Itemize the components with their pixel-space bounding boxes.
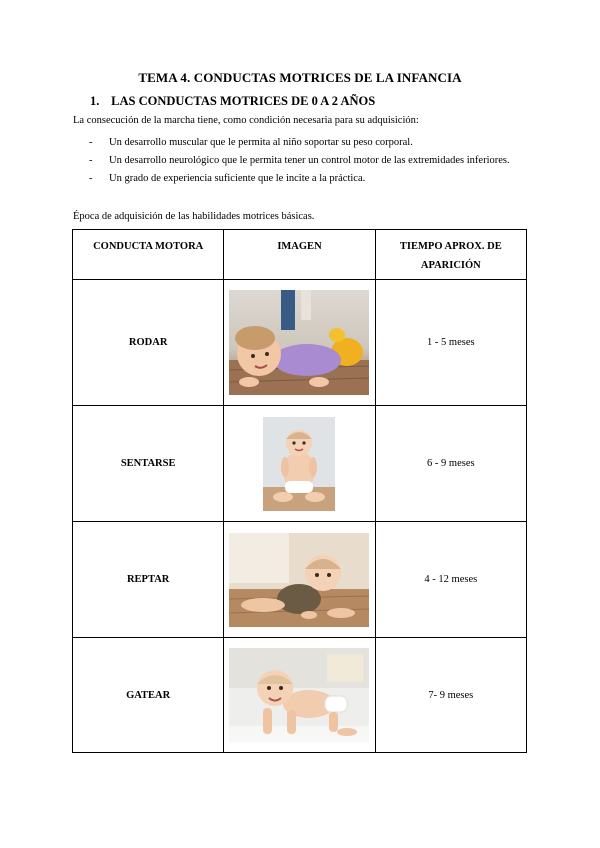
conduct-cell: SENTARSE bbox=[73, 406, 224, 522]
time-cell: 4 - 12 meses bbox=[375, 522, 526, 638]
baby-rolling-photo bbox=[229, 290, 369, 395]
motor-conducts-table bbox=[72, 229, 527, 753]
dash-bullet: - bbox=[89, 137, 93, 148]
table-caption: Época de adquisición de las habilidades motrices básicas. bbox=[73, 211, 315, 222]
conduct-cell: GATEAR bbox=[73, 638, 224, 753]
table-row bbox=[73, 638, 527, 753]
section-label: LAS CONDUCTAS MOTRICES DE 0 A 2 AÑOS bbox=[111, 94, 376, 108]
requirements-list bbox=[73, 134, 529, 188]
conduct-cell: REPTAR bbox=[73, 522, 224, 638]
section-heading bbox=[90, 94, 375, 109]
header-time: TIEMPO APROX. DE APARICIÓN bbox=[375, 230, 526, 280]
header-image: IMAGEN bbox=[224, 230, 375, 280]
list-item: - Un grado de experiencia suficiente que le incite a la práctica. bbox=[73, 170, 529, 188]
list-item: - Un desarrollo neurológico que le permita tener un control motor de las extremidades inferiores. bbox=[73, 152, 529, 170]
image-cell bbox=[224, 280, 375, 406]
list-item: - Un desarrollo muscular que le permita al niño soportar su peso corporal. bbox=[73, 134, 529, 152]
time-cell: 1 - 5 meses bbox=[375, 280, 526, 406]
table-row bbox=[73, 522, 527, 638]
baby-sitting-photo bbox=[263, 417, 335, 511]
image-cell bbox=[224, 522, 375, 638]
conduct-cell: RODAR bbox=[73, 280, 224, 406]
intro-paragraph: La consecución de la marcha tiene, como condición necesaria para su adquisición: bbox=[73, 115, 419, 126]
table-header-row bbox=[73, 230, 527, 280]
table-row bbox=[73, 280, 527, 406]
section-number: 1. bbox=[90, 94, 100, 108]
baby-crawling-hands-knees-photo bbox=[229, 648, 369, 742]
time-cell: 7- 9 meses bbox=[375, 638, 526, 753]
table-row bbox=[73, 406, 527, 522]
image-cell bbox=[224, 406, 375, 522]
document-title: TEMA 4. CONDUCTAS MOTRICES DE LA INFANCIA bbox=[138, 70, 462, 85]
dash-bullet: - bbox=[89, 155, 93, 166]
time-cell: 6 - 9 meses bbox=[375, 406, 526, 522]
dash-bullet: - bbox=[89, 173, 93, 184]
header-conduct: CONDUCTA MOTORA bbox=[73, 230, 224, 280]
image-cell bbox=[224, 638, 375, 753]
baby-crawling-belly-photo bbox=[229, 533, 369, 627]
